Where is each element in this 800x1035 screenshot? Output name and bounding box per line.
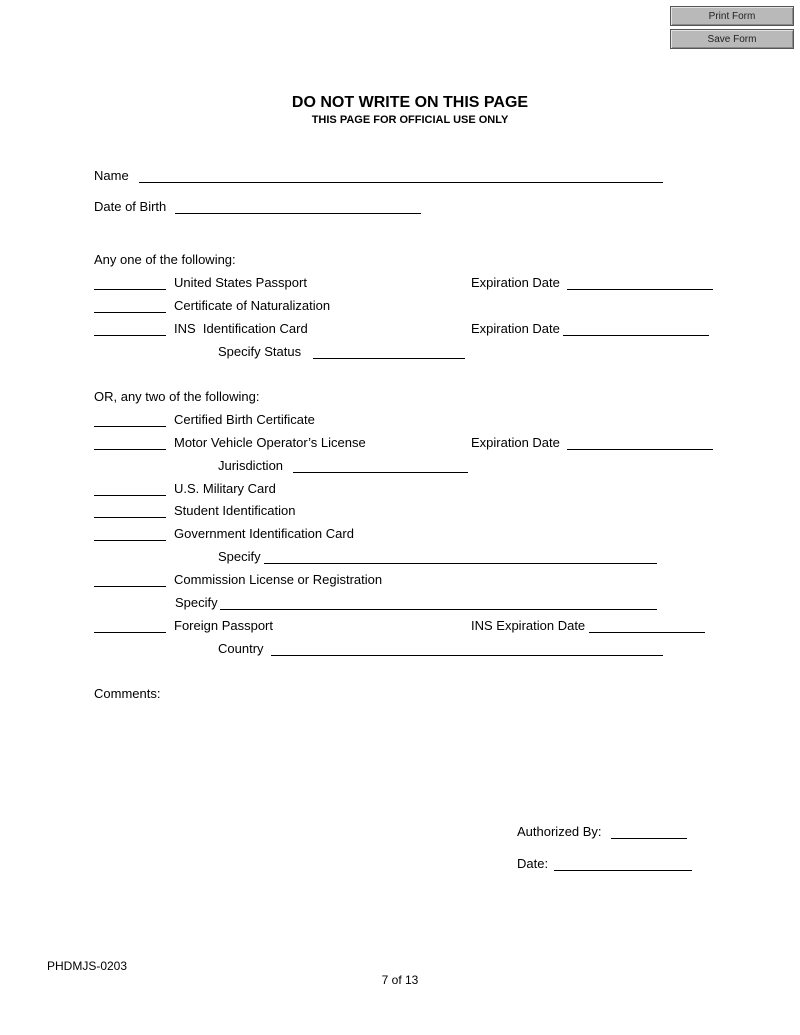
page-title: DO NOT WRITE ON THIS PAGE [291,94,529,111]
ins-card-label: INS Identification Card [174,321,308,336]
commission-specify-label: Specify [175,595,218,610]
comments-label: Comments: [94,686,161,701]
commission-specify-field[interactable] [220,609,657,610]
mvo-expiration-field[interactable] [567,449,713,450]
birth-cert-check-line[interactable] [94,426,166,427]
passport-expiration-label: Expiration Date [471,275,560,290]
commission-check-line[interactable] [94,586,166,587]
jurisdiction-label: Jurisdiction [218,458,284,473]
mvo-license-label: Motor Vehicle Operator’s License [174,435,366,450]
specify-status-field[interactable] [313,358,465,359]
date-label: Date: [517,856,549,871]
ins-expiration-label: INS Expiration Date [471,618,586,633]
authorized-by-field[interactable] [611,838,687,839]
page-subtitle: THIS PAGE FOR OFFICIAL USE ONLY [311,114,509,126]
passport-check-line[interactable] [94,289,166,290]
form-code: PHDMJS-0203 [47,959,128,973]
ins-card-expiration-label: Expiration Date [471,321,560,336]
gov-id-label: Government Identification Card [174,526,354,541]
section2-heading: OR, any two of the following: [94,389,260,404]
jurisdiction-field[interactable] [293,472,468,473]
page-number: 7 of 13 [381,973,419,987]
military-check-line[interactable] [94,495,166,496]
passport-label: United States Passport [174,275,307,290]
naturalization-label: Certificate of Naturalization [174,298,331,313]
ins-expiration-field[interactable] [589,632,705,633]
name-field[interactable] [139,182,663,183]
dob-label: Date of Birth [94,199,167,214]
commission-label: Commission License or Registration [174,572,383,587]
save-form-button[interactable]: Save Form [670,29,794,49]
mvo-expiration-label: Expiration Date [471,435,560,450]
birth-cert-label: Certified Birth Certificate [174,412,315,427]
mvo-license-check-line[interactable] [94,449,166,450]
specify-status-label: Specify Status [218,344,302,359]
authorized-by-label: Authorized By: [517,824,602,839]
foreign-passport-label: Foreign Passport [174,618,273,633]
print-form-button[interactable]: Print Form [670,6,794,26]
dob-field[interactable] [175,213,421,214]
ins-card-check-line[interactable] [94,335,166,336]
date-field[interactable] [554,870,692,871]
foreign-passport-check-line[interactable] [94,632,166,633]
military-label: U.S. Military Card [174,481,276,496]
country-label: Country [218,641,264,656]
gov-id-check-line[interactable] [94,540,166,541]
naturalization-check-line[interactable] [94,312,166,313]
student-label: Student Identification [174,503,296,518]
country-field[interactable] [271,655,663,656]
gov-id-specify-label: Specify [218,549,261,564]
section1-heading: Any one of the following: [94,252,236,267]
gov-id-specify-field[interactable] [264,563,657,564]
name-label: Name [94,168,129,183]
ins-card-expiration-field[interactable] [563,335,709,336]
passport-expiration-field[interactable] [567,289,713,290]
student-check-line[interactable] [94,517,166,518]
